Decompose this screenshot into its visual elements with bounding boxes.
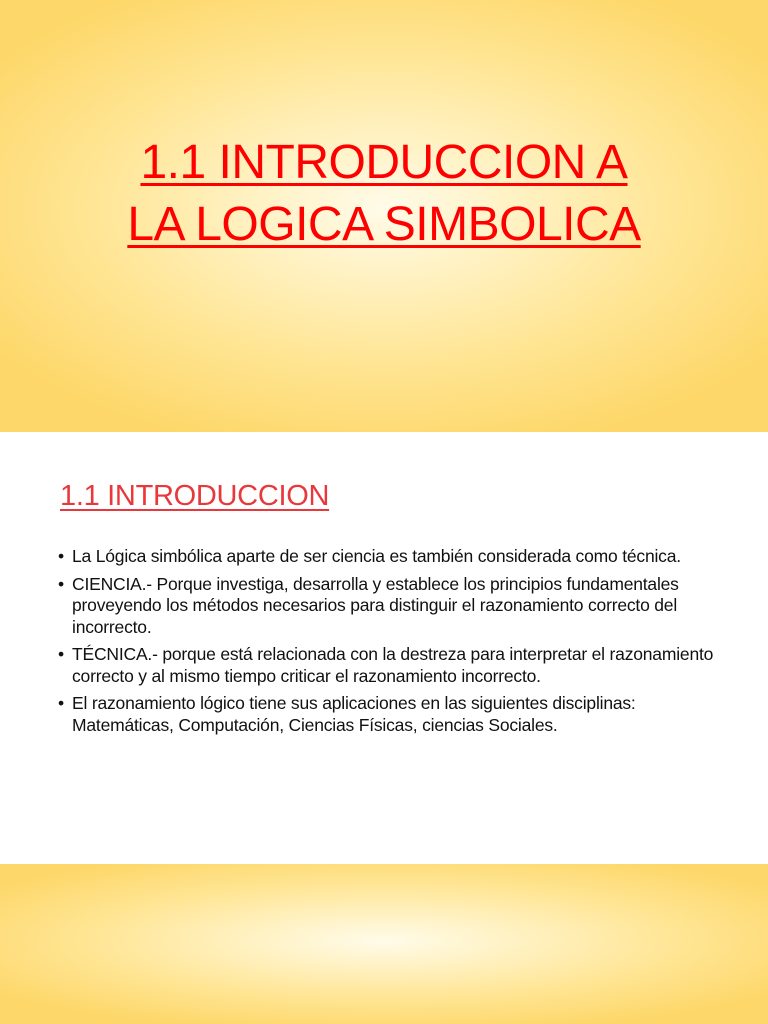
list-item-text: TÉCNICA.- porque está relacionada con la destreza para interpretar el razonamiento correcto y al mismo tiempo criticar el razonamiento incorrecto.: [72, 644, 714, 686]
list-item: [58, 693, 718, 736]
bullet-icon: •: [58, 573, 64, 594]
bullet-icon: •: [58, 693, 64, 713]
list-item-text: El razonamiento lógico tiene sus aplicaciones en las siguientes disciplinas: Matemáticas, Computación, Ciencias Físicas, ciencias Sociales.: [72, 693, 636, 735]
title-slide: [0, 0, 768, 432]
list-item: [58, 574, 718, 639]
bullet-icon: •: [58, 546, 64, 566]
slide-title-line-1: 1.1 INTRODUCCION A: [140, 136, 628, 189]
list-item: [58, 546, 718, 568]
next-slide-preview: [0, 864, 768, 1024]
slide-title-line-2: LA LOGICA SIMBOLICA: [127, 198, 641, 251]
content-slide: [0, 432, 768, 864]
slide-title: [0, 132, 768, 256]
list-item-text: CIENCIA.- Porque investiga, desarrolla y establece los principios fundamentales proveyendo los métodos necesarios para distinguir el razonamiento correcto del incorrecto.: [72, 573, 679, 637]
list-item: [58, 644, 718, 687]
bullet-icon: •: [58, 644, 64, 664]
list-item-text: La Lógica simbólica aparte de ser ciencia es también considerada como técnica.: [72, 546, 681, 566]
bullet-list: [58, 546, 718, 742]
section-heading: 1.1 INTRODUCCION: [60, 480, 330, 512]
